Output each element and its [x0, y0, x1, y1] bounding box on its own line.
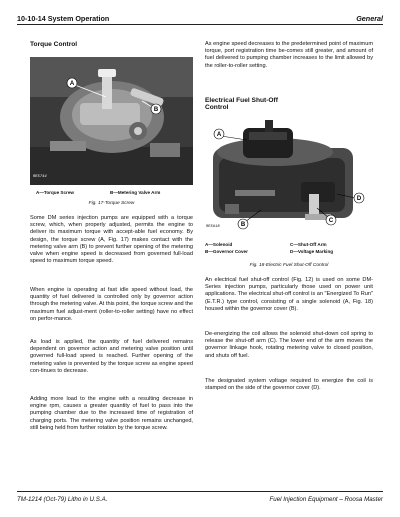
torque-control-heading: Torque Control — [30, 41, 78, 48]
running-header-left: 10-10-14 System Operation — [17, 14, 110, 23]
figure-18-code: RE5918 — [206, 225, 220, 229]
footer-right: Fuel Injection Equipment – Roosa Master — [269, 496, 383, 503]
figure-17-photo — [30, 57, 193, 185]
figure-17-caption-b: B—Metering Valve Arm — [110, 190, 161, 195]
torque-paragraph-3: As load is applied, the quantity of fuel delivered remains dependent on governor action and metering valve position until governed full-load speed is reached. Further opening of the metering valve is prevented by the torque screw as engine speed con-tinues to decrease. — [30, 339, 193, 374]
electrical-shutoff-heading-line-2: Control — [205, 104, 229, 111]
header-rule — [17, 24, 383, 25]
shutoff-paragraph-3: The designated system voltage required to energize the coil is stamped on the side of the governor cover (D). — [205, 378, 373, 392]
torque-paragraph-4: Adding more load to the engine with a resulting decrease in engine rpm, causes a greater quantity of fuel to pass into the pumping chamber due to the increased time of registration of charging ports. The metering valve position remains unchanged, still being held from further rotation by the torque screw. — [30, 396, 193, 431]
torque-paragraph-1: Some DM series injection pumps are equipped with a torque screw, which, when properly adjusted, permits the engine to deliver its maximum torque with accept-able fuel economy. By design, the torque screw (A, Fig. 17) makes contact with the metering valve arm (B) to prevent further opening of the metering valve when engine speed is decreased from governed full-load speed to maximum torque speed. — [30, 215, 193, 265]
figure-17-title: Fig. 17-Torque Screw — [88, 201, 135, 206]
running-header-right: General — [356, 14, 383, 23]
figure-18-caption-c: C—Shut-Off Arm — [290, 242, 327, 247]
shutoff-paragraph-1: An electrical fuel shut-off control (Fig. 12) is used on some DM-Series injection pumps, particularly those used on power unit applications. The electrical shut-off control is an "Energized To Run" (E.T.R.) type control, consisting of a single solenoid (A, Fig. 18) housed within the governor cover (B). — [205, 277, 373, 312]
electrical-shutoff-heading-line-1: Electrical Fuel Shut-Off — [205, 97, 278, 104]
callout-d: D — [356, 196, 362, 203]
figure-18-caption-b: B—Governor Cover — [205, 249, 248, 254]
torque-screw-photo — [30, 57, 193, 185]
callout-b: B — [240, 222, 246, 229]
callout-a: A — [69, 81, 75, 88]
figure-18-caption-a: A—Solenoid — [205, 242, 233, 247]
callout-c: C — [328, 218, 334, 225]
max-torque-paragraph: As engine speed decreases to the predetermined point of maximum torque, port registration time be-comes still greater, and amount of fuel delivered to pumping chamber increases to the limit allowed by the roller-to-roller setting. — [205, 41, 373, 69]
footer-left: TM-1214 (Oct-79) Litho in U.S.A. — [17, 496, 108, 503]
footer-rule — [17, 491, 383, 492]
figure-17-code: RE5744 — [33, 175, 47, 179]
electric-shutoff-photo — [205, 118, 373, 232]
figure-18-caption-d: D—Voltage Marking — [290, 249, 334, 254]
callout-a: A — [216, 132, 222, 139]
figure-17-caption-a: A—Torque Screw — [36, 190, 74, 195]
torque-paragraph-2: When engine is operating at fast idle speed without load, the quantity of fuel delivered is controlled only by governor action through the metering valve. At this point, the torque screw and the maximum fuel adjust-ment (roller-to-roller setting) have no effect on perfor-mance. — [30, 287, 193, 322]
shutoff-paragraph-2: De-energizing the coil allows the solenoid shut-down coil spring to release the shut-off arm (C). The lower end of the arm moves the governor linkage hook, rotating metering valve to closed position, and shuts off fuel. — [205, 331, 373, 359]
figure-18-title: Fig. 18-Electric Fuel Shut-Off Control — [249, 263, 329, 268]
callout-b: B — [153, 107, 159, 114]
figure-18-photo — [205, 118, 373, 232]
